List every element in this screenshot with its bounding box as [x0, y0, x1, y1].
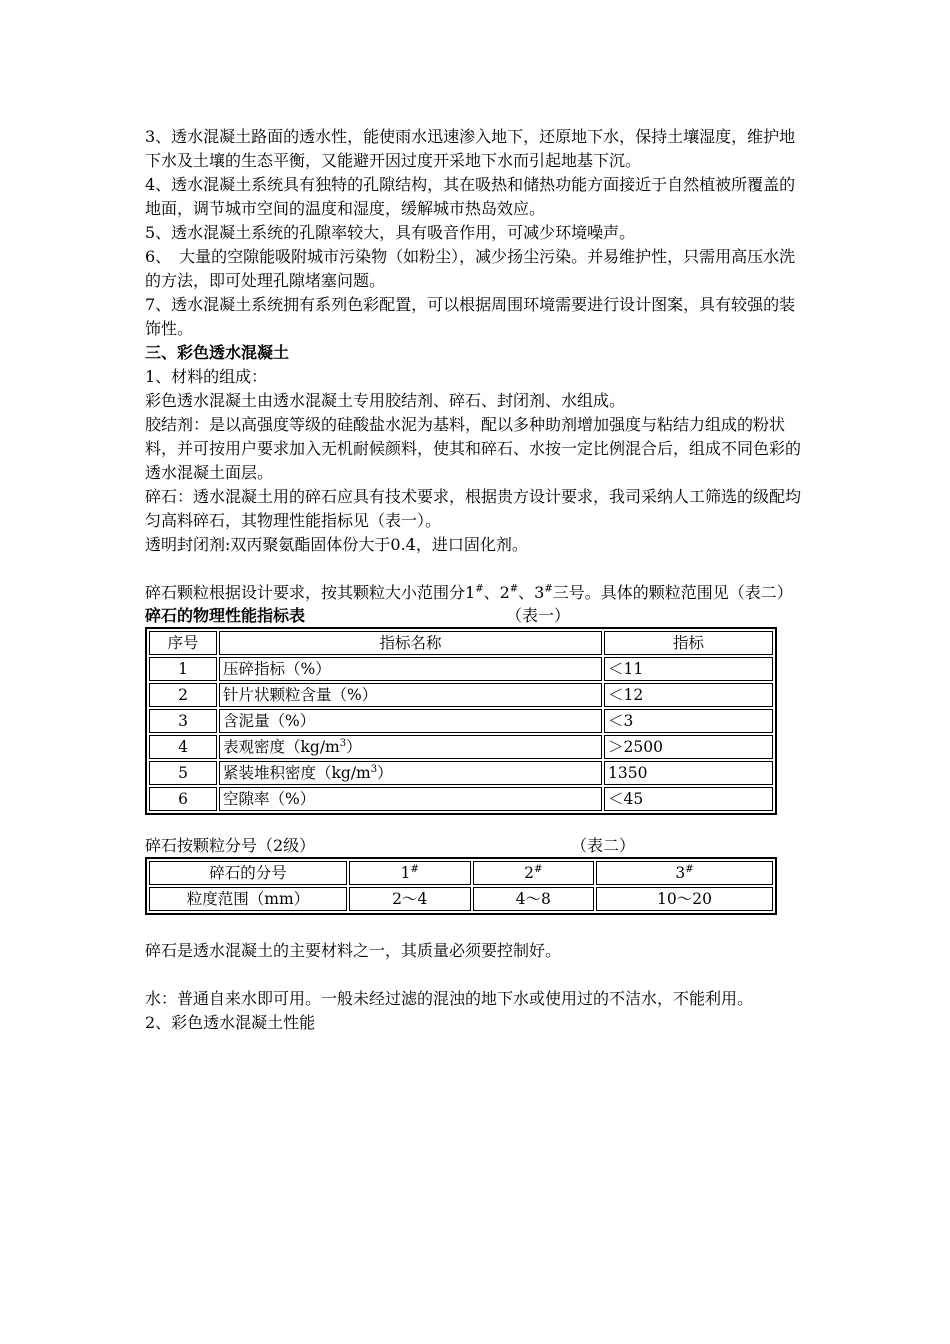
- table1-caption: [145, 605, 810, 627]
- grade-cell: 1#: [349, 861, 471, 885]
- section-heading: 三、彩色透水混凝土: [145, 343, 290, 362]
- table1-tag: （表一）: [505, 606, 570, 625]
- range-cell: 10～20: [596, 887, 773, 911]
- performance-heading: 2、彩色透水混凝土性能: [145, 1013, 316, 1032]
- cell-value: ＜11: [604, 657, 773, 681]
- gravel-grade-table: [145, 857, 777, 915]
- cell-name: 紧装堆积密度$(kg/m^3)$: [219, 761, 602, 785]
- table1-title: 碎石的物理性能指标表: [145, 606, 306, 625]
- range-cell: 2～4: [349, 887, 471, 911]
- table-row: [149, 709, 773, 733]
- cell-value: ＜3: [604, 709, 773, 733]
- materials-intro: 彩色透水混凝土由透水混凝土专用胶结剂、碎石、封闭剂、水组成。: [145, 391, 626, 410]
- paragraph-7: 7、透水混凝土系统拥有系列色彩配置，可以根据周围环境需要进行设计图案，具有较强的装饰性。: [145, 295, 796, 338]
- cell-index: 2: [149, 683, 217, 707]
- document-page: [145, 125, 810, 1035]
- table2-title: 碎石按颗粒分号（2级）: [145, 836, 316, 855]
- cell-name: 含泥量（%）: [219, 709, 602, 733]
- table-row: [149, 657, 773, 681]
- sealant-paragraph: 透明封闭剂:双丙聚氨酯固体份大于0.4，进口固化剂。: [145, 535, 528, 554]
- table-row: [149, 887, 773, 911]
- table-row: [149, 735, 773, 759]
- physical-properties-table: [145, 627, 777, 815]
- cell-name: 表观密度$(kg/m^3)$: [219, 735, 602, 759]
- gravel-grade-note: 碎石颗粒根据设计要求，按其颗粒大小范围分1#、2#、3#三号。具体的颗粒范围见（表二）: [145, 583, 793, 602]
- range-cell: 4～8: [473, 887, 595, 911]
- cell-name: 空隙率（%）: [219, 787, 602, 811]
- gravel-quality-note: 碎石是透水混凝土的主要材料之一，其质量必须要控制好。: [145, 941, 562, 960]
- grade-cell: 3#: [596, 861, 773, 885]
- table-header-row: [149, 861, 773, 885]
- water-paragraph: 水：普通自来水即可用。一般未经过滤的混浊的地下水或使用过的不洁水，不能利用。: [145, 989, 754, 1008]
- materials-heading: 1、材料的组成：: [145, 367, 268, 386]
- cell-index: 3: [149, 709, 217, 733]
- binder-paragraph: 胶结剂：是以高强度等级的硅酸盐水泥为基料，配以多种助剂增加强度与粘结力组成的粉状料，并可按用户要求加入无机耐候颜料，使其和碎石、水按一定比例混合后，组成不同色彩的透水混凝土面层。: [145, 415, 802, 482]
- cell-index: 1: [149, 657, 217, 681]
- header-cell: 指标名称: [219, 631, 602, 655]
- paragraph-6: 6、 大量的空隙能吸附城市污染物（如粉尘），减少扬尘污染。并易维护性，只需用高压水洗的方法，即可处理孔隙堵塞问题。: [145, 247, 796, 290]
- cell-name: 压碎指标（%）: [219, 657, 602, 681]
- header-cell: 序号: [149, 631, 217, 655]
- grade-cell: 2#: [473, 861, 595, 885]
- cell-value: ＜12: [604, 683, 773, 707]
- table2-tag: （表二）: [570, 836, 635, 855]
- table-row: [149, 683, 773, 707]
- row-label: 粒度范围（mm）: [149, 887, 347, 911]
- gravel-paragraph: 碎石：透水混凝土用的碎石应具有技术要求，根据贵方设计要求，我司采纳人工筛选的级配均匀高料碎石，其物理性能指标见（表一）。: [145, 487, 802, 530]
- cell-index: 6: [149, 787, 217, 811]
- table2-caption: [145, 835, 810, 857]
- cell-index: 5: [149, 761, 217, 785]
- table-row: [149, 761, 773, 785]
- cell-value: ＜45: [604, 787, 773, 811]
- cell-value: 1350: [604, 761, 773, 785]
- cell-value: ＞2500: [604, 735, 773, 759]
- paragraph-4: 4、透水混凝土系统具有独特的孔隙结构，其在吸热和储热功能方面接近于自然植被所覆盖的地面，调节城市空间的温度和湿度，缓解城市热岛效应。: [145, 175, 796, 218]
- header-cell: 指标: [604, 631, 773, 655]
- table-header-row: [149, 631, 773, 655]
- cell-index: 4: [149, 735, 217, 759]
- header-label: 碎石的分号: [149, 861, 347, 885]
- table-row: [149, 787, 773, 811]
- paragraph-3: 3、透水混凝土路面的透水性，能使雨水迅速渗入地下，还原地下水，保持土壤湿度，维护地下水及土壤的生态平衡，又能避开因过度开采地下水而引起地基下沉。: [145, 127, 796, 170]
- paragraph-5: 5、透水混凝土系统的孔隙率较大，具有吸音作用，可减少环境噪声。: [145, 223, 636, 242]
- cell-name: 针片状颗粒含量（%）: [219, 683, 602, 707]
